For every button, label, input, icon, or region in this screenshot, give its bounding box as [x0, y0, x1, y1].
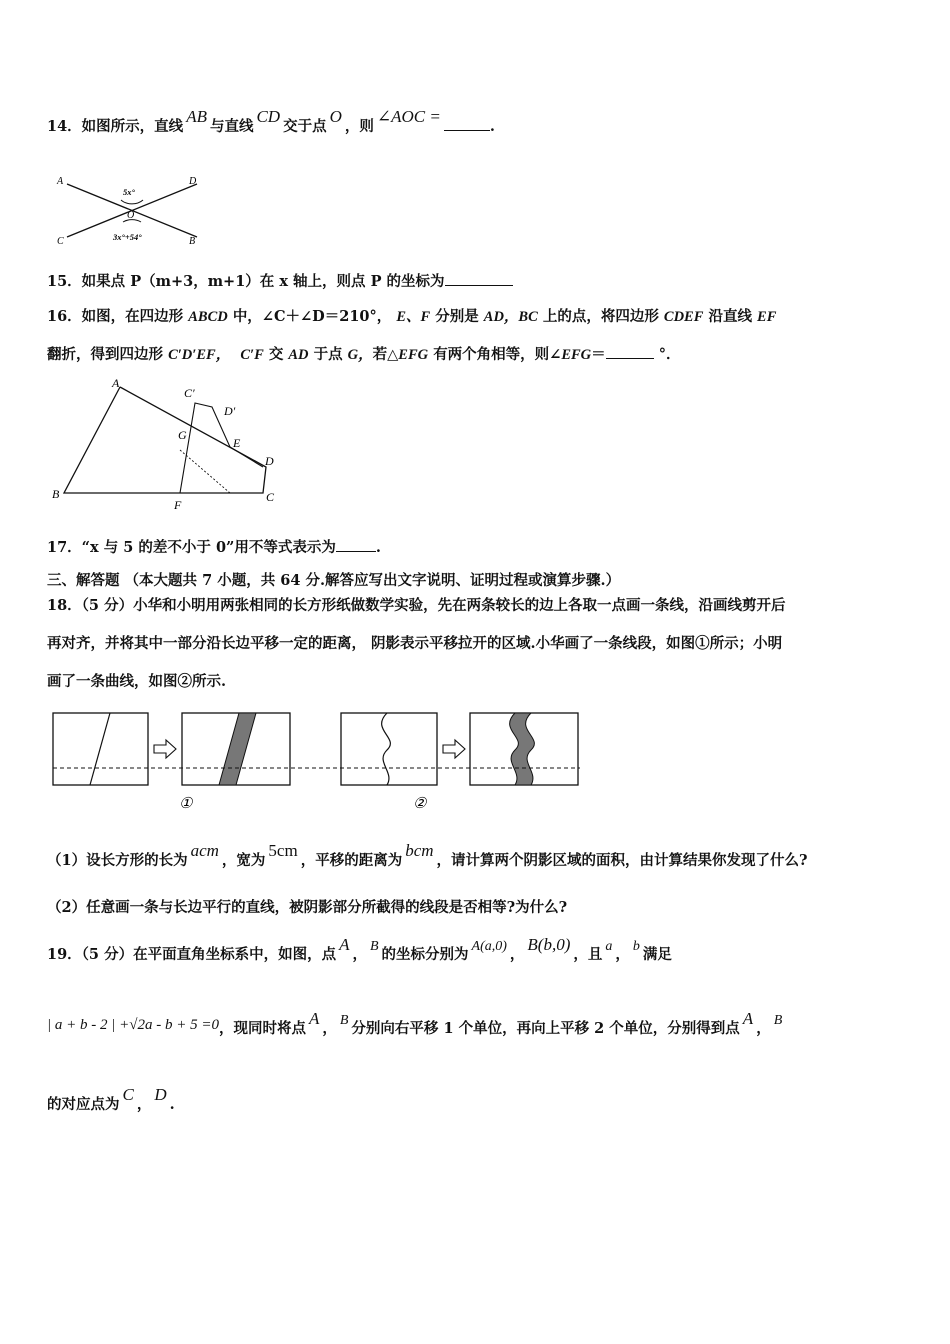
q16-ef: E、F [396, 309, 431, 325]
q18-sub1 [47, 841, 808, 870]
q18-fig-label-1: ① [179, 796, 193, 812]
q18-text: （1）设长方形的长为 [47, 852, 188, 869]
q19-a-2: a [605, 939, 613, 954]
q16-label-g: G [178, 428, 187, 442]
q18-bcm: bcm [405, 841, 434, 860]
q16-ad-2: AD [288, 347, 309, 363]
q16-label-d: D [265, 454, 274, 468]
q14-ab: AB [186, 107, 207, 126]
q16-label-f: F [174, 498, 182, 512]
q19-end: . [169, 1096, 175, 1113]
q14-text-2: 与直线 [209, 118, 254, 135]
q18-line1: 18．（5 分）小华和小明用两张相同的长方形纸做数学实验，先在两条较长的边上各取一点画一条线，沿画线剪开后 [47, 597, 786, 614]
q14-figure [55, 170, 215, 250]
q16-label-c: C [266, 490, 275, 504]
q16-text: 16．如图，在四边形 [47, 308, 184, 325]
q14-cd: CD [256, 107, 281, 126]
q19-a: A [339, 935, 350, 954]
section-3-heading: 三、解答题 （本大题共 7 小题，共 64 分.解答应写出文字说明、证明过程或演算步骤.） [47, 572, 621, 589]
q14-label-o: O [127, 210, 135, 221]
q16-ad: AD，BC [483, 309, 538, 325]
q19-sep-6: ， [136, 1096, 152, 1113]
q18-text-3: ，平移的距离为 [300, 852, 403, 869]
q16-text-7: 交 [268, 346, 284, 363]
q17-text: 17．“x 与 5 的差不小于 0”用不等式表示为 [47, 539, 336, 556]
q16-g: G， [347, 347, 373, 363]
q15-answer-blank [445, 273, 513, 286]
q16-text-2: 中，∠C＋∠D＝210°， [232, 308, 392, 325]
q14-label-d: D [189, 176, 197, 187]
q19-text-7: 的对应点为 [47, 1096, 120, 1113]
q16-ef-2: EF [757, 309, 777, 325]
q19-sep: ， [352, 946, 367, 963]
q16-efg-2: EFG [561, 347, 592, 363]
q16-text-9: 若△ [372, 346, 399, 363]
q14-text-3: 交于点 [283, 118, 327, 135]
q19-b-4: B [773, 1013, 783, 1028]
q16-label-b: B [52, 487, 60, 501]
q18-acm: acm [190, 841, 219, 860]
q19-text-3: ，且 [573, 946, 603, 963]
q14-label-a: A [57, 176, 64, 187]
q19-line2 [47, 1009, 785, 1038]
q14-answer-blank [444, 118, 490, 131]
q14-top-angle: 5x° [123, 187, 135, 197]
q19-a-3: A [308, 1009, 320, 1028]
q18-figure [50, 710, 590, 815]
q16-text-4: 上的点，将四边形 [542, 308, 659, 325]
q16-line2 [47, 343, 680, 364]
q19-bcoord: B(b,0) [527, 935, 571, 954]
q16-text-10: 有两个角相等，则∠ [433, 346, 562, 363]
q16-label-c1: C′ [184, 386, 195, 400]
q16-label-d1: D′ [224, 404, 236, 418]
q19-text-4: 满足 [642, 946, 672, 963]
q19-c: C [122, 1085, 134, 1104]
q16-line1 [47, 305, 776, 326]
q19-b-2: b [632, 939, 640, 954]
q19-line1 [47, 935, 672, 964]
q16-cdef: CDEF [663, 309, 704, 325]
q19-b-3: B [339, 1013, 349, 1028]
q17-answer-blank [336, 539, 376, 552]
q14-text: 14．如图所示，直线 [47, 118, 184, 135]
q17-end: . [375, 539, 381, 556]
q16-text-5: 沿直线 [708, 308, 752, 325]
q18-fig-label-2: ② [413, 796, 427, 812]
q16-cf: C′F [240, 347, 264, 363]
q17-line [47, 536, 381, 557]
q19-a-4: A [742, 1009, 754, 1028]
q19-text-6: 分别向右平移 1 个单位，再向上平移 2 个单位，分别得到点 [351, 1020, 740, 1037]
q16-answer-blank [606, 346, 654, 359]
q19-d: D [154, 1085, 167, 1104]
q15-text: 15．如果点 P（m+3，m+1）在 x 轴上，则点 P 的坐标为 [47, 273, 445, 290]
q16-text-8: 于点 [313, 346, 343, 363]
q16-abcd: ABCD [188, 309, 228, 325]
q14-label-c: C [57, 236, 64, 247]
q19-text-2: 的坐标分别为 [381, 946, 469, 963]
q18-line3: 画了一条曲线，如图②所示. [47, 673, 227, 690]
q16-cdef-2: C′D′EF， [168, 347, 231, 363]
q14-line [47, 107, 495, 136]
q19-acoord: A(a,0) [471, 939, 507, 954]
q16-label-e: E [233, 436, 241, 450]
q14-expr: ∠AOC = [376, 107, 441, 126]
q19-text: 19．（5 分）在平面直角坐标系中，如图，点 [47, 946, 337, 963]
q14-label-b: B [189, 236, 196, 247]
q19-text-5: ，现同时将点 [218, 1020, 306, 1037]
q16-text-6: 翻折，得到四边形 [47, 346, 163, 363]
q18-sub2: （2）任意画一条与长边平行的直线，被阴影部分所截得的线段是否相等?为什么? [47, 899, 568, 916]
q19-b: B [369, 939, 379, 954]
q18-line2: 再对齐，并将其中一部分沿长边平移一定的距离， 阴影表示平移拉开的区域.小华画了一条线段，如图①所示；小明 [47, 635, 783, 652]
q18-5cm: 5cm [268, 841, 298, 860]
q14-o: O [329, 107, 342, 126]
q19-line3 [47, 1085, 175, 1114]
q19-equation: | a + b - 2 | +√2a - b + 5 =0 [47, 1017, 219, 1033]
q18-text-4: ，请计算两个阴影区域的面积，由计算结果你发现了什么? [436, 852, 808, 869]
q18-text-2: ，宽为 [221, 852, 266, 869]
q19-sep-5: ， [756, 1020, 771, 1037]
q14-bottom-angle: 3x°+54° [113, 232, 142, 242]
q16-figure [50, 375, 290, 515]
q14-end: . [489, 118, 495, 135]
q19-sep-4: ， [322, 1020, 337, 1037]
q19-sep-2: ， [509, 946, 525, 963]
q16-efg: EFG [398, 347, 429, 363]
q16-text-12: °． [658, 346, 681, 363]
q15-line [47, 270, 513, 291]
q14-text-4: ，则 [344, 118, 374, 135]
q16-text-11: ＝ [591, 346, 606, 363]
q16-label-a: A [112, 376, 120, 390]
q19-sep-3: ， [615, 946, 630, 963]
q16-text-3: 分别是 [435, 308, 479, 325]
